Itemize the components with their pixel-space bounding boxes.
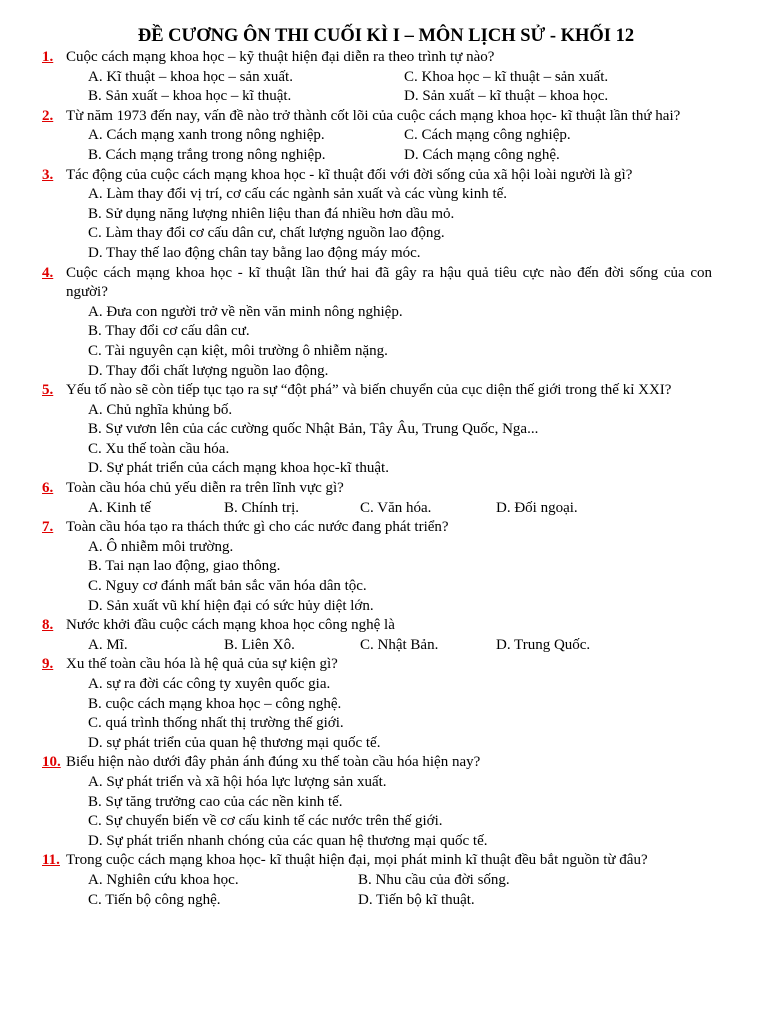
option-d: D. Sản xuất vũ khí hiện đại có sức hủy diệt lớn. [88,597,374,614]
option-b: B. Sản xuất – khoa học – kĩ thuật. [88,88,292,105]
option-d: D. Sản xuất – kĩ thuật – khoa học. [404,88,609,105]
option-a: A. Ô nhiễm môi trường. [88,538,234,555]
option-b: B. Sự tăng trưởng cao của các nền kinh tế. [88,793,343,810]
option-a: A. Làm thay đổi vị trí, cơ cấu các ngành sản xuất và các vùng kinh tế. [88,186,508,203]
question-text: Biểu hiện nào dưới đây phản ánh đúng xu thế toàn cầu hóa hiện nay? [66,754,481,771]
option-c: C. Văn hóa. [360,499,432,516]
question-number: 4. [42,264,54,281]
question-1 [40,48,712,107]
option-c: C. Nhật Bản. [360,636,439,653]
question-text: Nước khởi đầu cuộc cách mạng khoa học công nghệ là [66,617,395,634]
option-d: D. Trung Quốc. [496,636,591,653]
question-7 [40,518,712,616]
question-text: Xu thế toàn cầu hóa là hệ quả của sự kiện gì? [66,656,338,673]
option-c: C. quá trình thống nhất thị trường thế giới. [88,715,344,732]
option-b: B. Sử dụng năng lượng nhiên liệu than đá nhiều hơn dầu mỏ. [88,205,455,222]
option-a: A. sự ra đời các công ty xuyên quốc gia. [88,676,331,692]
question-number: 7. [42,519,54,536]
question-4 [40,264,712,382]
question-number: 11. [42,852,60,869]
option-c: C. Xu thế toàn cầu hóa. [88,440,230,457]
option-a: A. Cách mạng xanh trong nông nghiệp. [88,127,325,144]
question-text: Cuộc cách mạng khoa học – kỹ thuật hiện đại diễn ra theo trình tự nào? [66,49,495,65]
option-b: B. Cách mạng trắng trong nông nghiệp. [88,146,326,163]
question-number: 5. [42,382,54,399]
question-6 [40,479,712,518]
option-a: A. Đưa con người trở về nền văn minh nông nghiệp. [88,303,403,320]
question-text: Toàn cầu hóa chủ yếu diễn ra trên lĩnh vực gì? [66,480,344,497]
option-b: B. Nhu cầu của đời sống. [358,871,510,888]
question-number: 6. [42,480,54,497]
question-number: 9. [42,656,54,673]
question-number: 8. [42,617,54,634]
option-b: B. Chính trị. [224,499,300,516]
option-c: C. Làm thay đổi cơ cấu dân cư, chất lượng nguồn lao động. [88,225,445,242]
option-b: B. Tai nạn lao động, giao thông. [88,558,281,575]
question-9 [40,655,712,753]
option-b: B. Thay đổi cơ cấu dân cư. [88,323,250,340]
question-8 [40,616,712,655]
option-b: B. cuộc cách mạng khoa học – công nghệ. [88,695,342,712]
question-2 [40,107,712,166]
question-text: Trong cuộc cách mạng khoa học- kĩ thuật hiện đại, mọi phát minh kĩ thuật đều bắt nguồn từ đâu? [66,852,648,869]
option-d: D. Đối ngoại. [496,499,578,516]
question-text: Toàn cầu hóa tạo ra thách thức gì cho các nước đang phát triển? [66,519,449,536]
option-c: C. Nguy cơ đánh mất bản sắc văn hóa dân tộc. [88,578,367,595]
question-number: 1. [42,49,54,65]
option-d: D. Thay thế lao động chân tay bằng lao động máy móc. [88,244,421,261]
question-10 [40,753,712,851]
question-text: Cuộc cách mạng khoa học - kĩ thuật lần thứ hai đã gây ra hậu quả tiêu cực nào đến đời sống của con người? [66,264,712,301]
option-a: A. Nghiên cứu khoa học. [88,871,239,888]
question-3 [40,166,712,264]
option-b: B. Liên Xô. [224,636,295,653]
option-d: D. sự phát triển của quan hệ thương mại quốc tế. [88,734,381,751]
option-d: D. Cách mạng công nghệ. [404,146,560,163]
page-title: ĐỀ CƯƠNG ÔN THI CUỐI KÌ I – MÔN LỊCH SỬ - KHỐI 12 [137,26,635,46]
question-number: 2. [42,107,54,124]
option-c: C. Tài nguyên cạn kiệt, môi trường ô nhiễm nặng. [88,342,388,359]
option-a: A. Kinh tế [88,499,151,516]
option-c: C. Khoa học – kĩ thuật – sản xuất. [404,68,609,85]
option-a: A. Mĩ. [88,636,128,653]
option-d: D. Sự phát triển nhanh chóng của các quan hệ thương mại quốc tế. [88,832,488,849]
option-c: C. Cách mạng công nghiệp. [404,127,571,144]
option-b: B. Sự vươn lên của các cường quốc Nhật Bản, Tây Âu, Trung Quốc, Nga... [88,421,539,438]
option-a: A. Chủ nghĩa khủng bố. [88,401,233,418]
question-text: Tác động của cuộc cách mạng khoa học - kĩ thuật đối với đời sống của xã hội loài người là gì? [66,166,633,183]
question-number: 3. [42,166,54,183]
option-d: D. Thay đổi chất lượng nguồn lao động. [88,362,329,379]
question-11 [40,851,712,910]
question-text: Từ năm 1973 đến nay, vấn đề nào trở thành cốt lõi của cuộc cách mạng khoa học- kĩ thuật lần thứ hai? [66,107,681,124]
question-text: Yếu tố nào sẽ còn tiếp tục tạo ra sự “đột phá” và biến chuyển của cục diện thế giới trong thế kỉ XXI? [66,382,672,399]
question-5 [40,381,712,479]
question-number: 10. [42,754,61,771]
option-c: C. Tiến bộ công nghệ. [88,891,221,908]
option-a: A. Kĩ thuật – khoa học – sản xuất. [88,68,293,85]
option-a: A. Sự phát triển và xã hội hóa lực lượng sản xuất. [88,773,387,790]
option-d: D. Tiến bộ kĩ thuật. [358,891,475,908]
option-c: C. Sự chuyển biến về cơ cấu kinh tế các nước trên thế giới. [88,813,443,830]
option-d: D. Sự phát triển của cách mạng khoa học-kĩ thuật. [88,460,389,477]
